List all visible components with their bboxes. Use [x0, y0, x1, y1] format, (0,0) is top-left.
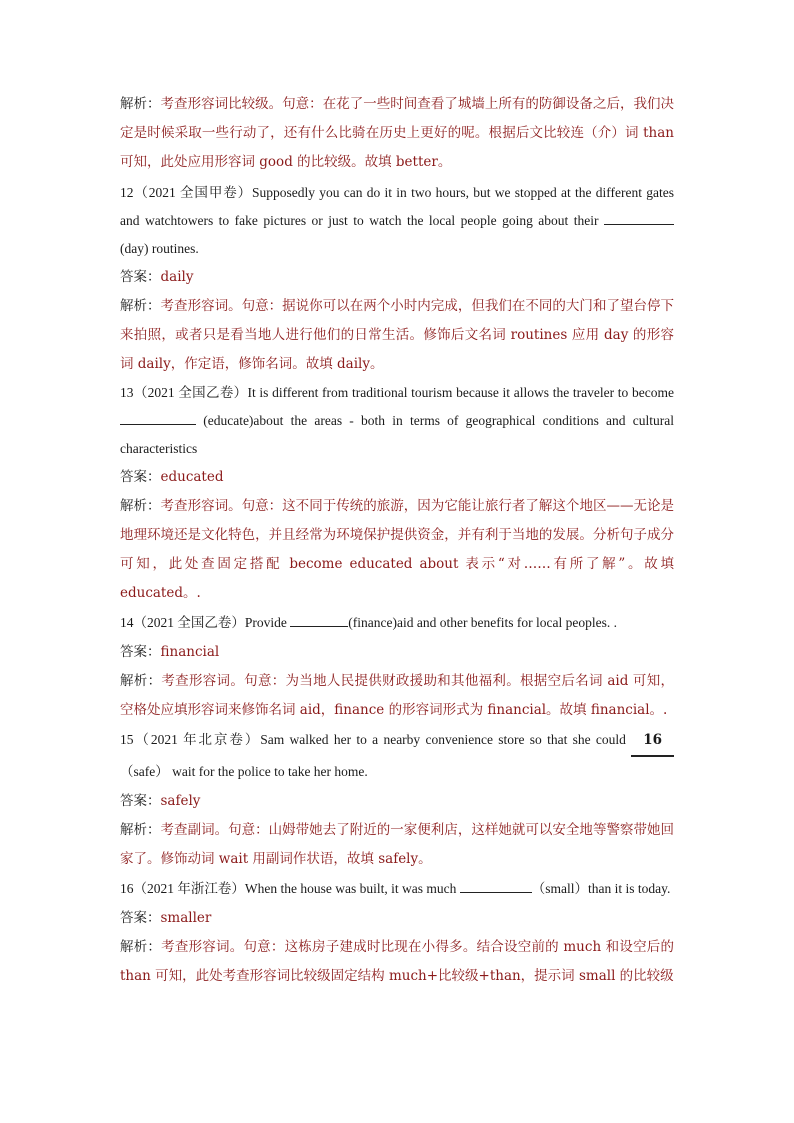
q12-stem [120, 179, 674, 263]
answer-blank [290, 612, 348, 627]
q14-answer [120, 638, 674, 667]
q15-stem [120, 725, 674, 787]
q15-answer [120, 787, 674, 816]
q13-stem [120, 379, 674, 463]
answer-value: smaller [160, 910, 212, 926]
question-text-tail: (educate)about the areas - both in terms of geographical conditions and cultural characteristics [120, 413, 674, 456]
document-page [120, 90, 674, 991]
q12-answer [120, 263, 674, 292]
analysis-label: 解析： [120, 939, 162, 955]
analysis-label: 解析： [120, 498, 161, 514]
analysis-text: 考查形容词。句意：为当地人民提供财政援助和其他福利。根据空后名词 aid 可知，空格处应填形容词来修饰名词 aid，finance 的形容词形式为 financial。故填 financial。. [120, 673, 675, 718]
analysis-label: 解析： [120, 96, 161, 112]
q14-analysis [120, 667, 674, 725]
analysis-text: 考查形容词比较级。句意：在花了一些时间查看了城墙上所有的防御设备之后，我们决定是时候采取一些行动了，还有什么比骑在历史上更好的呢。根据后文比较连（介）词 than 可知，此处应用形容词 good 的比较级。故填 better。 [120, 96, 675, 170]
answer-blank [120, 410, 196, 425]
analysis-label: 解析： [120, 822, 161, 838]
question-text-tail: （small）than it is today. [531, 881, 671, 896]
answer-value: daily [160, 269, 194, 285]
q16-answer [120, 904, 674, 933]
answer-value: financial [160, 644, 220, 660]
answer-label: 答案： [120, 469, 161, 485]
analysis-text: 考查形容词。句意：这不同于传统的旅游，因为它能让旅行者了解这个地区——无论是地理环境还是文化特色，并且经常为环境保护提供资金，并有利于当地的发展。分析句子成分可知，此处查固定搭配 become educated about 表示“对……有所了解”。故填 educated。. [120, 498, 675, 601]
numbered-blank: 16 [631, 726, 674, 757]
answer-label: 答案： [120, 644, 161, 660]
question-text-tail: (finance)aid and other benefits for local peoples. . [348, 615, 618, 630]
analysis-label: 解析： [120, 298, 161, 314]
analysis-text: 考查副词。句意：山姆带她去了附近的一家便利店，这样她就可以安全地等警察带她回家了。修饰动词 wait 用副词作状语，故填 safely。 [120, 822, 675, 867]
q12-analysis [120, 292, 674, 379]
question-text: 12（2021 全国甲卷）Supposedly you can do it in two hours, but we stopped at the different gates and watchtowers to fake pictures or just to watch the local people going about their [120, 185, 674, 228]
answer-blank [460, 878, 532, 893]
q13-answer [120, 463, 674, 492]
analysis-label: 解析： [120, 673, 162, 689]
q16-analysis [120, 933, 674, 991]
analysis-text: 考查形容词。句意：据说你可以在两个小时内完成，但我们在不同的大门和了望台停下来拍照，或者只是看当地人进行他们的日常生活。修饰后文名词 routines 应用 day 的形容词 daily，作定语，修饰名词。故填 daily。 [120, 298, 675, 372]
q15-analysis [120, 816, 674, 874]
q14-stem [120, 608, 674, 638]
answer-label: 答案： [120, 910, 161, 926]
question-text: 14（2021 全国乙卷）Provide [120, 615, 291, 630]
q11-analysis [120, 90, 674, 177]
question-text: 16（2021 年浙江卷）When the house was built, it was much [120, 881, 460, 896]
question-text-tail: （safe） wait for the police to take her home. [120, 764, 368, 779]
answer-value: educated [160, 469, 224, 485]
answer-label: 答案： [120, 269, 161, 285]
question-text-tail: (day) routines. [120, 241, 199, 256]
answer-value: safely [160, 793, 201, 809]
q13-analysis [120, 492, 674, 608]
question-text: 13（2021 全国乙卷）It is different from traditional tourism because it allows the traveler to become [120, 385, 674, 400]
answer-blank [604, 210, 674, 225]
question-text: 15（2021 年北京卷）Sam walked her to a nearby convenience store so that she could [120, 732, 632, 747]
answer-label: 答案： [120, 793, 161, 809]
analysis-text: 考查形容词。句意：这栋房子建成时比现在小得多。结合设空前的 much 和设空后的 than 可知，此处考查形容词比较级固定结构 much+比较级+than，提示词 small 的比较级 [120, 939, 675, 984]
q16-stem [120, 874, 674, 904]
